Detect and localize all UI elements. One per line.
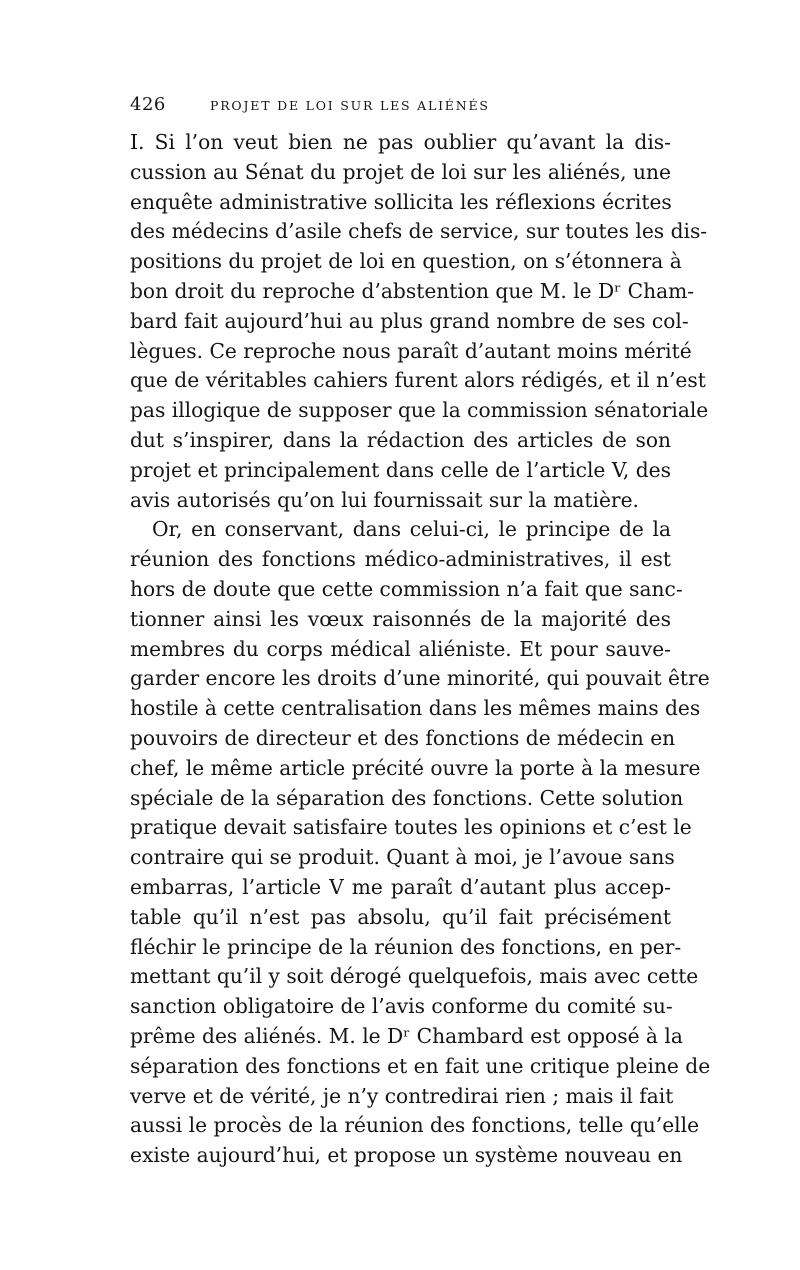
text-line: verve et de vérité, je n’y contredirai rien ; mais il fait (130, 1083, 674, 1108)
text-line: positions du projet de loi en question, on s’étonnera à (130, 249, 682, 274)
text-line: pas illogique de supposer que la commission sénatoriale (130, 398, 709, 423)
text-line: lègues. Ce reproche nous paraît d’autant moins mérité (130, 338, 692, 363)
text-line: bon droit du reproche d’abstention que M. le Dʳ Cham- (130, 278, 695, 303)
text-line: des médecins d’asile chefs de service, sur toutes les dis- (130, 219, 708, 244)
text-line: existe aujourd’hui, et propose un système nouveau en (130, 1143, 683, 1168)
text-line: réunion des fonctions médico-administratives, il est (130, 547, 671, 572)
text-line: cussion au Sénat du projet de loi sur les aliénés, une (130, 159, 671, 184)
text-line: aussi le procès de la réunion des fonctions, telle qu’elle (130, 1113, 700, 1138)
text-line: chef, le même article précité ouvre la porte à la mesure (130, 755, 701, 780)
text-line: spéciale de la séparation des fonctions. Cette solution (130, 785, 684, 810)
text-line: sanction obligatoire de l’avis conforme du comité su- (130, 994, 673, 1019)
page-number: 426 (130, 94, 166, 115)
text-line: tionner ainsi les vœux raisonnés de la majorité des (130, 606, 671, 631)
text-line: pouvoirs de directeur et des fonctions de médecin en (130, 725, 676, 750)
text-line: membres du corps médical aliéniste. Et pour sauve- (130, 636, 671, 661)
body-text (130, 128, 711, 1171)
text-line: mettant qu’il y soit dérogé quelquefois, mais avec cette (130, 964, 699, 989)
text-line: enquête administrative sollicita les réflexions écrites (130, 189, 672, 214)
text-line: projet et principalement dans celle de l’article V, des (130, 457, 671, 482)
text-line: hors de doute que cette commission n’a fait que sanc- (130, 576, 683, 601)
text-line: I. Si l’on veut bien ne pas oublier qu’avant la dis- (130, 130, 671, 154)
page-header (130, 94, 670, 118)
text-line: table qu’il n’est pas absolu, qu’il fait précisément (130, 904, 671, 929)
text-line: dut s’inspirer, dans la rédaction des articles de son (130, 427, 671, 452)
text-line: contraire qui se produit. Quant à moi, je l’avoue sans (130, 845, 675, 870)
text-line: bard fait aujourd’hui au plus grand nombre de ses col- (130, 308, 689, 333)
running-title: PROJET DE LOI SUR LES ALIÉNÉS (210, 98, 490, 113)
text-line: que de véritables cahiers furent alors rédigés, et il n’est (130, 368, 706, 393)
text-line: prême des aliénés. M. le Dʳ Chambard est opposé à la (130, 1023, 683, 1048)
text-line: pratique devait satisfaire toutes les opinions et c’est le (130, 815, 692, 840)
text-line: embarras, l’article V me paraît d’autant plus accep- (130, 874, 671, 899)
text-line: séparation des fonctions et en fait une critique pleine de (130, 1053, 711, 1078)
text-line: avis autorisés qu’on lui fournissait sur la matière. (130, 487, 639, 512)
text-line: garder encore les droits d’une minorité, qui pouvait être (130, 666, 710, 691)
text-line: Or, en conservant, dans celui-ci, le principe de la (152, 517, 671, 542)
paragraph-1 (130, 128, 709, 515)
text-line: fléchir le principe de la réunion des fonctions, en per- (130, 934, 682, 959)
text-line: hostile à cette centralisation dans les mêmes mains des (130, 696, 701, 721)
paragraph-2 (130, 515, 711, 1171)
